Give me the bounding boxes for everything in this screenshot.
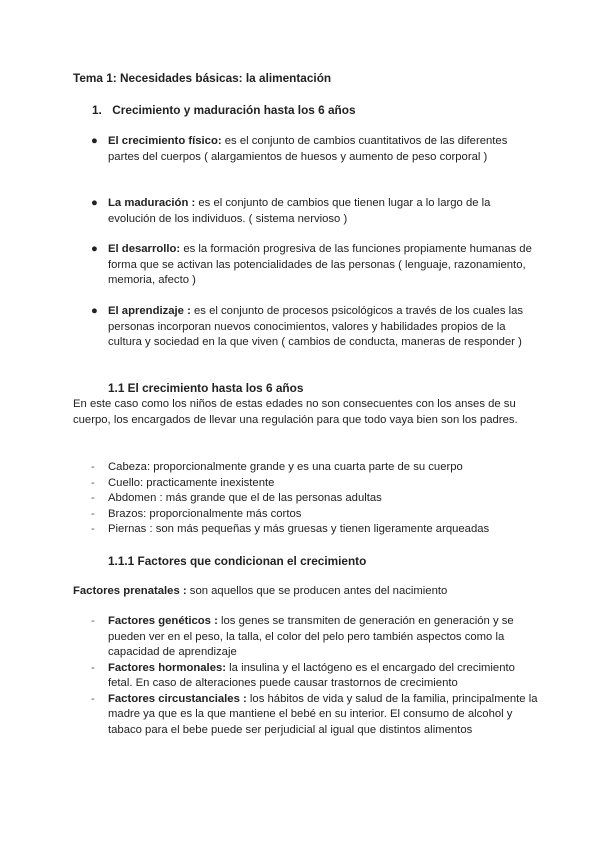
section-number: 1. [92, 103, 102, 117]
list-item: - Cabeza: proporcionalmente grande y es una cuarta parte de su cuerpo [108, 460, 538, 476]
list-item-genetic [91, 614, 538, 661]
list-item-hormonal [91, 661, 538, 692]
factor-text: los hábitos de vida y salud de la familia, principalmente la madre ya que es la que mantiene el bebé en su interior. El consumo de alcohol y tabaco para el bebe puede ser perjudicial al igual que distintos alimentos [108, 692, 538, 736]
dash-icon: - [91, 692, 95, 705]
dash-icon: - [91, 661, 95, 674]
dash-icon: - [91, 507, 95, 520]
bullet-dot-icon: ● [91, 135, 98, 147]
bullet-term: El desarrollo: [108, 243, 181, 255]
body-parts-list [91, 460, 538, 538]
list-item: - Abdomen : más grande que el de las personas adultas [108, 491, 538, 507]
bullet-text: es el conjunto de procesos psicológicos a través de los cuales las personas incorporan nuevos conocimientos, valores y habilidades propios de la cultura y sociedad en la que viven ( cambios de conducta, maneras de responder ) [108, 305, 524, 348]
factor-term: Factores genéticos : [108, 615, 218, 627]
subsection-intro: En este caso como los niños de estas edades no son consecuentes con los anses de su cuerpo, los encargados de llevar una regulación para que todo vaya bien son los padres. [73, 398, 518, 426]
dash-icon: - [91, 476, 95, 489]
section-title: Crecimiento y maduración hasta los 6 años [112, 103, 356, 117]
bullet-aprendizaje [91, 304, 533, 351]
bullet-text: es el conjunto de cambios que tienen lugar a lo largo de la evolución de los individuos. ( sistema nervioso ) [108, 197, 491, 225]
factors-list [91, 614, 538, 738]
bullet-crecimiento-fisico [91, 134, 533, 165]
bullet-term: El aprendizaje : [108, 305, 191, 317]
subsection-heading-1-1: 1.1 El crecimiento hasta los 6 años [108, 381, 304, 395]
prenatal-factors-line [73, 584, 447, 600]
document-title: Tema 1: Necesidades básicas: la alimentación [73, 71, 332, 85]
subsection-heading-1-1-1: 1.1.1 Factores que condicionan el crecimiento [108, 554, 367, 568]
bullet-text: es la formación progresiva de las funciones propiamente humanas de forma que se activan las potencialidades de las personas ( lenguaje, razonamiento, memoria, afecto ) [108, 243, 532, 286]
bullet-dot-icon: ● [91, 243, 98, 255]
list-item: - Piernas : son más pequeñas y más gruesas y tienen ligeramente arqueadas [108, 522, 538, 538]
factor-text: la insulina y el lactógeno es el encargado del crecimiento fetal. En caso de alteraciones puede causar trastornos de crecimiento [108, 661, 515, 689]
bullet-text: es el conjunto de cambios cuantitativos de las diferentes partes del cuerpos ( alargamientos de huesos y aumento de peso corporal ) [108, 135, 508, 163]
bullet-dot-icon: ● [91, 197, 98, 209]
prenatal-term: Factores prenatales : [73, 585, 187, 597]
list-item: - Cuello: practicamente inexistente [108, 476, 538, 492]
bullet-term: El crecimiento físico: [108, 135, 222, 147]
bullet-dot-icon: ● [91, 305, 98, 317]
factor-term: Factores circustanciales : [108, 692, 247, 705]
dash-icon: - [91, 523, 95, 535]
list-item-circumstantial [91, 692, 538, 739]
bullet-term: La maduración : [108, 197, 196, 209]
prenatal-text: son aquellos que se producen antes del nacimiento [186, 585, 448, 597]
list-item: - Brazos: proporcionalmente más cortos [108, 507, 538, 523]
section-heading [92, 103, 356, 119]
bullet-desarrollo [91, 242, 533, 289]
bullet-maduracion [91, 196, 533, 227]
dash-icon: - [91, 615, 95, 627]
dash-icon: - [91, 461, 95, 473]
factor-term: Factores hormonales: [108, 661, 227, 674]
factor-text: los genes se transmiten de generación en generación y se pueden ver en el peso, la talla, el color del pelo pero también aspectos como la capacidad de aprendizaje [108, 615, 514, 658]
dash-icon: - [91, 492, 95, 504]
